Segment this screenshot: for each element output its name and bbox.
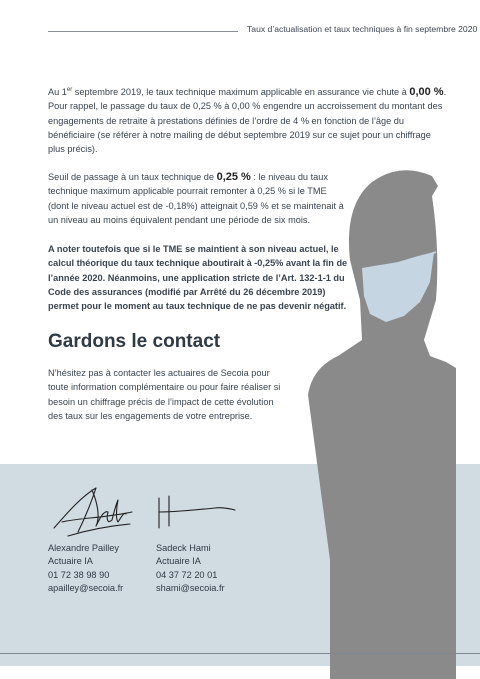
contact-phone[interactable]: 01 72 38 98 90 [48, 569, 110, 580]
contact-card-hami [156, 542, 225, 596]
contact-heading: Gardons le contact [48, 331, 221, 352]
paragraph-2: Seuil de passage à un taux technique de 0,25 % : le niveau du taux technique maximum applicable pourrait remonter à 0,25 % si le TME (dont le niveau actuel est de -0,18%) atteignait 0,59 % et se maintenait à un niveau au moins équivalent pendant une période de six mois. [48, 171, 344, 225]
contact-text: N’hésitez pas à contacter les actuaires de Secoia pour toute information complémentaire ou pour faire réaliser si besoin un chiffrage précis de l’impact de cette évolution des taux sur les engagements de votre entreprise. [48, 368, 281, 421]
contact-card-pailley [48, 542, 123, 596]
signature-hami [155, 492, 243, 532]
signature-pailley [48, 482, 136, 542]
contact-phone[interactable]: 04 37 72 20 01 [156, 569, 218, 580]
paragraph-1: Au 1er septembre 2019, le taux technique maximum applicable en assurance vie chute à 0,00 %. Pour rappel, le passage du taux de 0,25 % à 0,00 % engendre un accroissement du montant des engagements de retraite à prestations définies de l’ordre de 4 % en fonction de l’âge du bénéficiaire (se référer à notre mailing de début septembre 2019 sur ce sujet pour un chiffrage plus précis). [48, 86, 447, 155]
contact-email[interactable]: apailley@secoia.fr [48, 583, 124, 594]
contact-name: Sadeck Hami [156, 543, 211, 553]
paragraph-3: A noter toutefois que si le TME se maintient à son niveau actuel, le calcul théorique du taux technique aboutirait à -0,25% avant la fin de l’année 2020. Néanmoins, une application stricte de l’Art. 132-1-1 du Code des assurances (modifié par Arrêté du 26 décembre 2019) permet pour le moment au taux technique de ne pas devenir négatif. [48, 244, 348, 312]
header-title: Taux d’actualisation et taux techniques à fin septembre 2020 [247, 24, 478, 34]
contact-role: Actuaire IA [48, 556, 93, 567]
contact-name: Alexandre Pailley [48, 543, 119, 553]
footer-rule [0, 653, 480, 654]
contact-role: Actuaire IA [156, 556, 201, 567]
contact-email[interactable]: shami@secoia.fr [156, 583, 225, 594]
